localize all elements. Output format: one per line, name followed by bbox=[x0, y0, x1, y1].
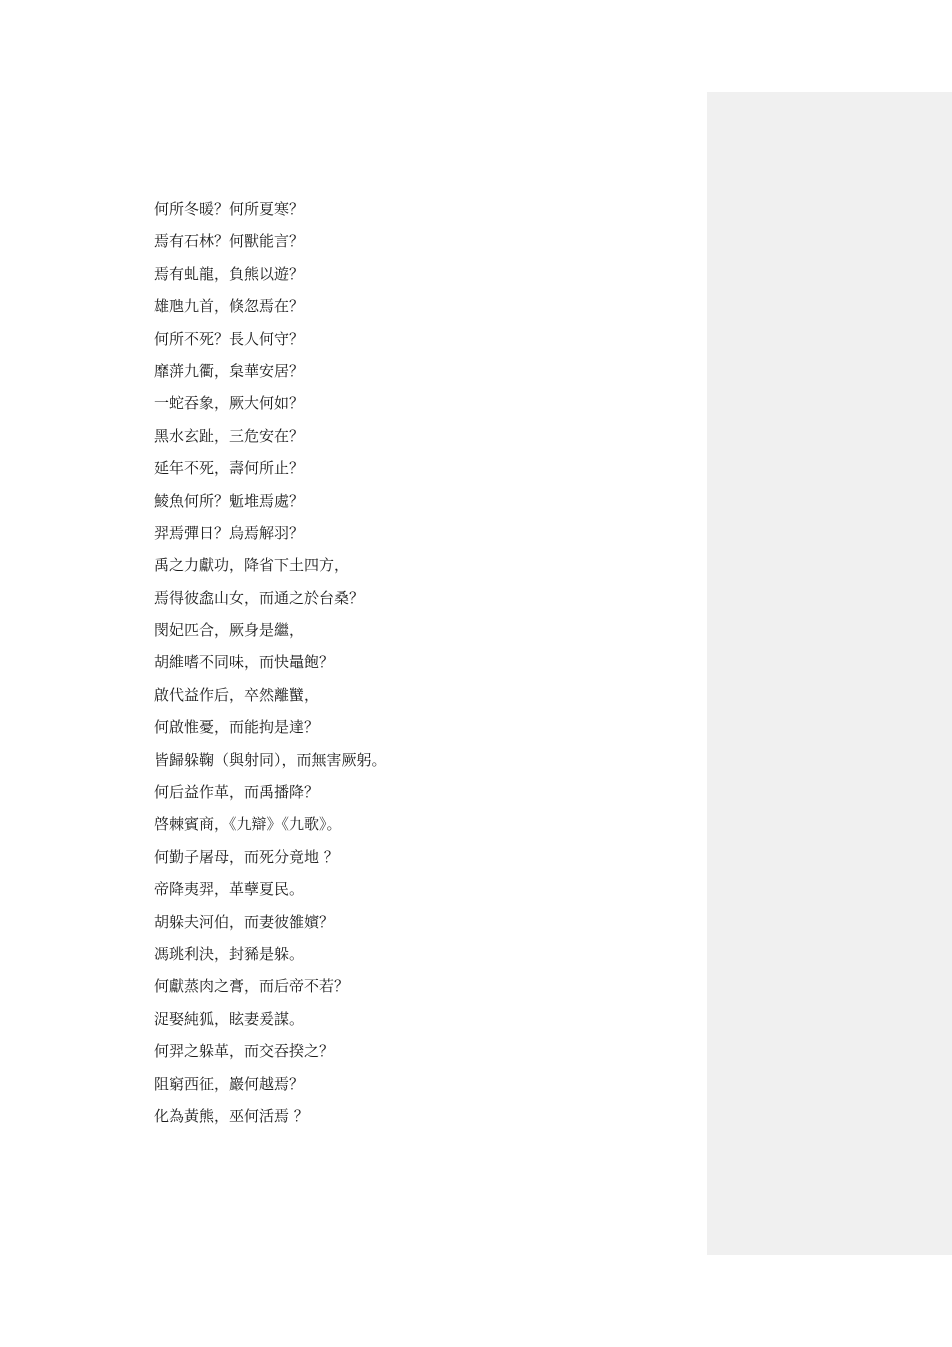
poem-line: 羿焉彈日？烏焉解羽？ bbox=[154, 523, 305, 542]
poem-line: 何后益作革，而禹播降？ bbox=[154, 783, 320, 802]
poem-line: 焉有虬龍，負熊以遊？ bbox=[154, 264, 305, 283]
poem-line: 何所冬暖？何所夏寒？ bbox=[154, 200, 305, 218]
poem-line: 帝降夷羿，革孽夏民。 bbox=[154, 880, 305, 899]
poem-line: 黑水玄趾，三危安在？ bbox=[154, 426, 305, 445]
poem-line: 焉有石林？何獸能言？ bbox=[154, 232, 305, 251]
poem-line: 禹之力獻功，降省下土四方， bbox=[154, 556, 350, 575]
poem-line: 一蛇吞象，厥大何如？ bbox=[154, 394, 305, 413]
poem-line: 浞娶純狐，眩妻爰謀。 bbox=[154, 1009, 305, 1028]
poem-line: 何啟惟憂，而能拘是達？ bbox=[154, 718, 320, 737]
poem-line: 何勤子屠母，而死分竟地 ？ bbox=[154, 847, 339, 866]
poem-line: 閔妃匹合，厥身是繼， bbox=[154, 621, 305, 640]
poem-line: 胡維嗜不同味，而快鼂飽？ bbox=[154, 653, 335, 672]
poem-line: 何羿之躲革，而交吞揆之？ bbox=[154, 1042, 335, 1061]
poem-line: 胡躲夫河伯，而妻彼雒嬪？ bbox=[154, 912, 335, 931]
poem-line: 何獻蒸肉之膏，而后帝不若？ bbox=[154, 977, 350, 996]
poem-line: 何所不死？長人何守？ bbox=[154, 329, 305, 348]
poem-line: 靡蓱九衢，枲華安居？ bbox=[154, 361, 305, 380]
comment-margin-pane bbox=[707, 92, 952, 1255]
poem-line: 皆歸躲鞠（與射同），而無害厥躬。 bbox=[154, 750, 387, 769]
poem-line: 啓棘賓商，《九辯》《九歌》。 bbox=[154, 815, 342, 834]
poem-line: 化為黃熊，巫何活焉 ？ bbox=[154, 1106, 309, 1125]
poem-line: 鯪魚何所？鬿堆焉處？ bbox=[154, 491, 305, 510]
poem-line: 雄虺九首，倏忽焉在？ bbox=[154, 297, 305, 316]
poem-line: 啟代益作后，卒然離蠥， bbox=[154, 685, 320, 704]
poem-line: 馮珧利決，封豨是躲。 bbox=[154, 944, 305, 963]
poem-line: 焉得彼嵞山女，而通之於台桑？ bbox=[154, 588, 365, 607]
poem-text bbox=[154, 193, 387, 1132]
poem-line: 延年不死，壽何所止？ bbox=[154, 459, 305, 478]
poem-line: 阻窮西征，巖何越焉？ bbox=[154, 1074, 305, 1093]
